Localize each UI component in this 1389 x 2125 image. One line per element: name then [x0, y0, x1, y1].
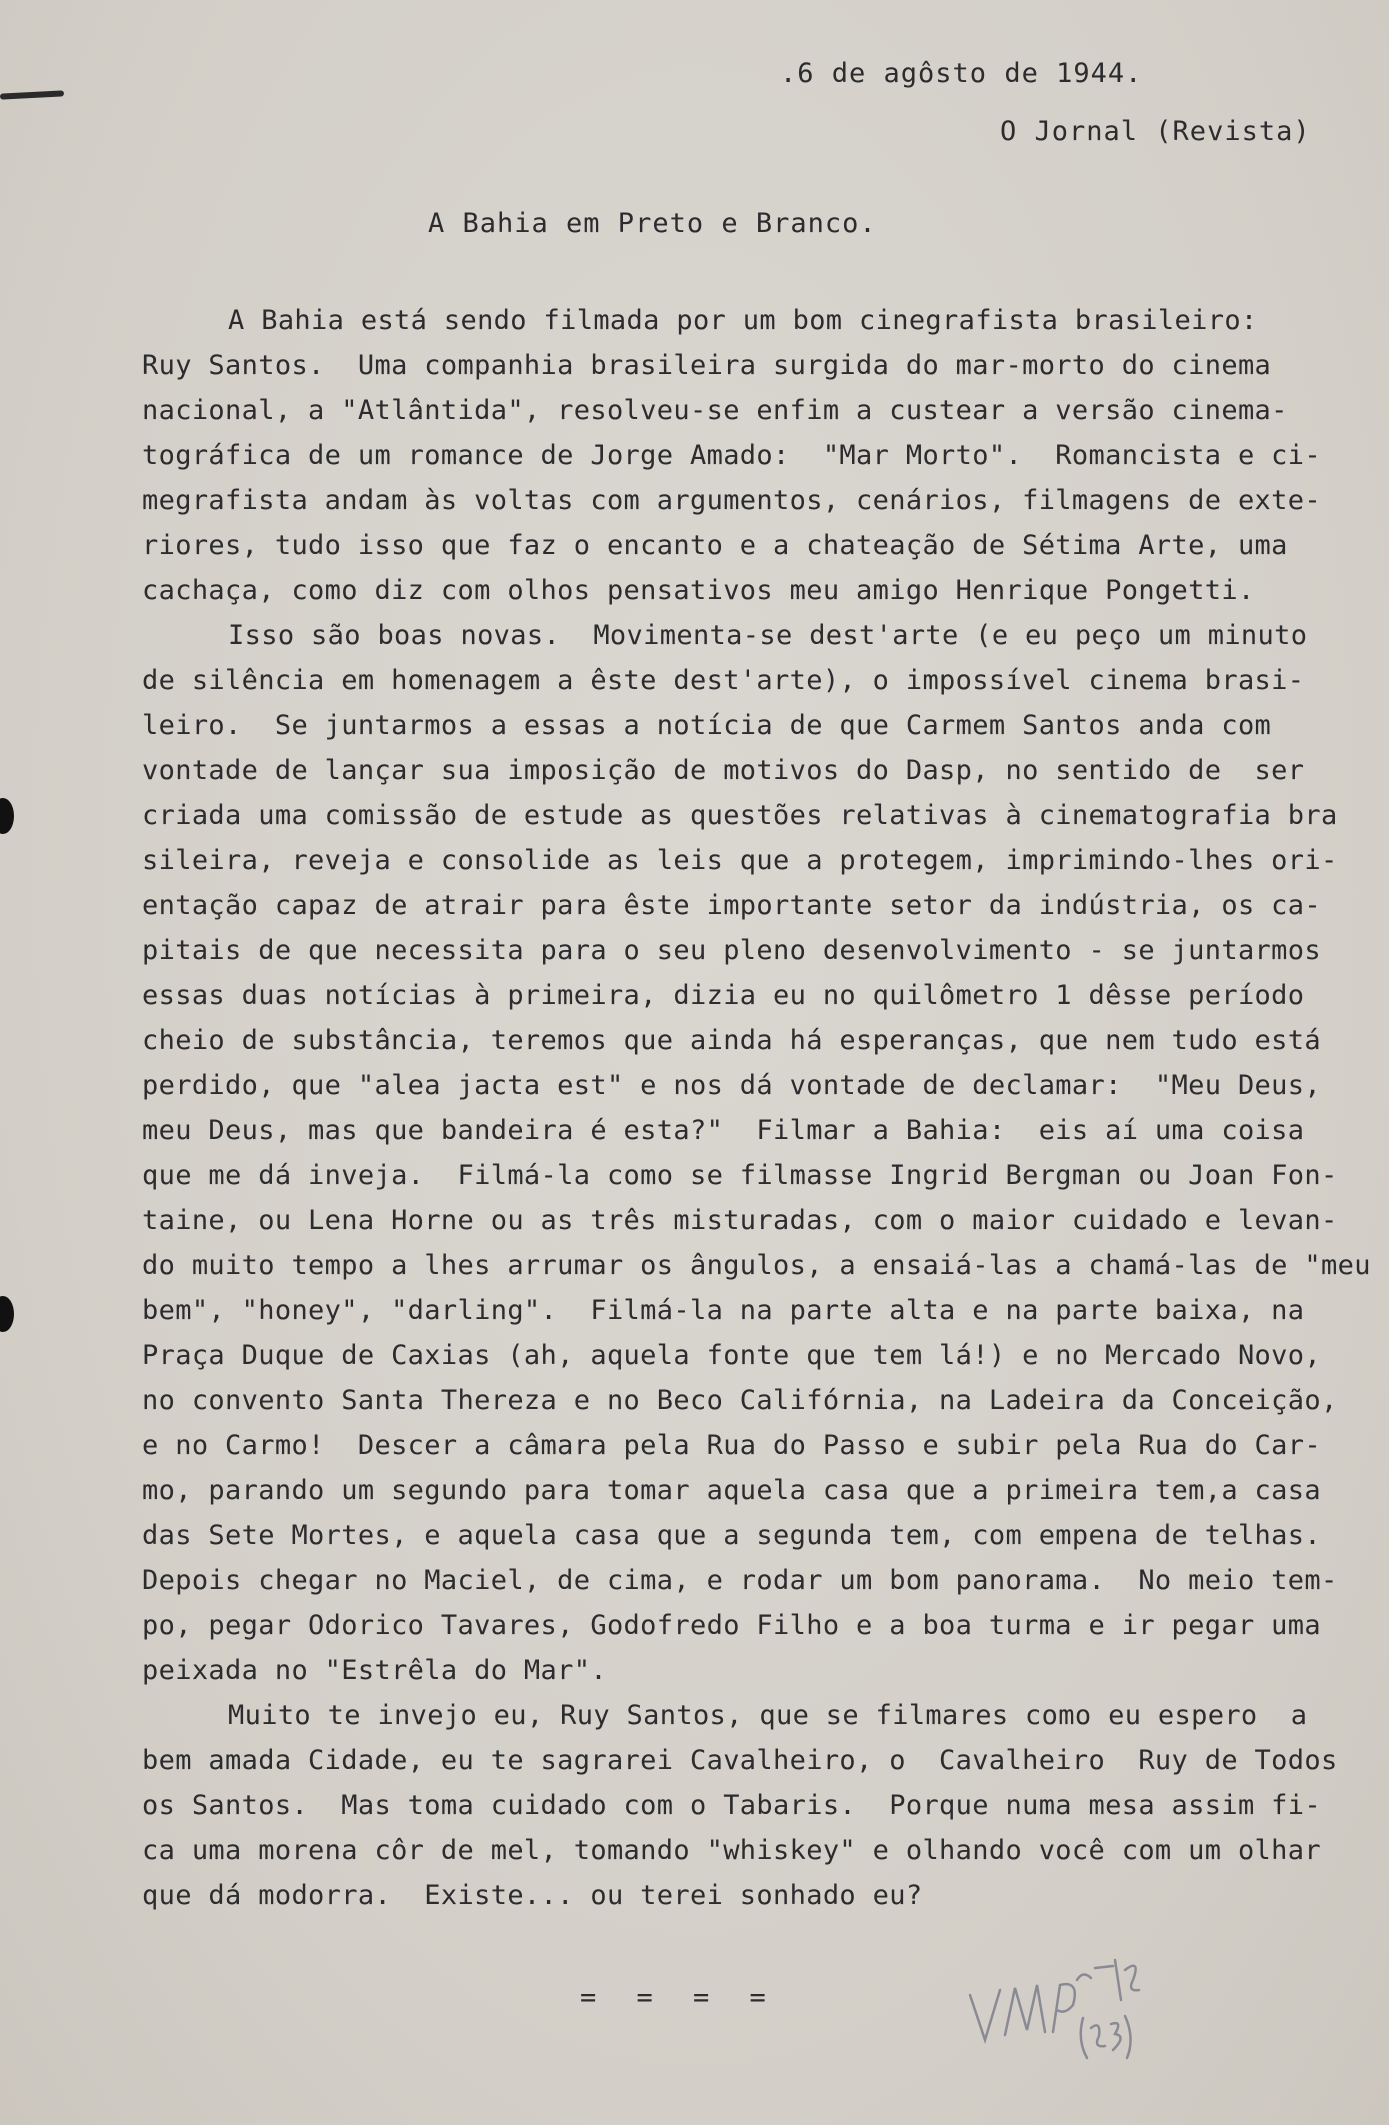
text-line: essas duas notícias à primeira, dizia eu no quilômetro 1 dêsse período	[142, 980, 1305, 1011]
text-line: taine, ou Lena Horne ou as três misturadas, com o maior cuidado e levan-	[142, 1205, 1338, 1236]
text-line: criada uma comissão de estude as questões relativas à cinematografia bra	[142, 800, 1338, 831]
text-line: Ruy Santos. Uma companhia brasileira surgida do mar-morto do cinema	[142, 350, 1272, 381]
punch-hole	[0, 1296, 14, 1332]
punch-hole	[0, 798, 14, 834]
article-title: A Bahia em Preto e Branco.	[428, 208, 877, 239]
text-line: de silência em homenagem a êste dest'arte), o impossível cinema brasi-	[142, 665, 1305, 696]
text-line: que me dá inveja. Filmá-la como se filmasse Ingrid Bergman ou Joan Fon-	[142, 1160, 1338, 1191]
text-line: cachaça, como diz com olhos pensativos meu amigo Henrique Pongetti.	[142, 575, 1255, 606]
text-line: bem amada Cidade, eu te sagrarei Cavalheiro, o Cavalheiro Ruy de Todos	[142, 1745, 1338, 1776]
text-line: mo, parando um segundo para tomar aquela casa que a primeira tem,a casa	[142, 1475, 1321, 1506]
text-line: meu Deus, mas que bandeira é esta?" Filmar a Bahia: eis aí uma coisa	[142, 1115, 1305, 1146]
end-separator: = = = =	[580, 1982, 778, 2013]
text-line: no convento Santa Thereza e no Beco Califórnia, na Ladeira da Conceição,	[142, 1385, 1338, 1416]
text-line: riores, tudo isso que faz o encanto e a chateação de Sétima Arte, uma	[142, 530, 1288, 561]
text-line: megrafista andam às voltas com argumentos, cenários, filmagens de exte-	[142, 485, 1321, 516]
text-line: cheio de substância, teremos que ainda há esperanças, que nem tudo está	[142, 1025, 1321, 1056]
article-body	[142, 298, 1372, 1918]
text-line: Muito te invejo eu, Ruy Santos, que se filmares como eu espero a	[228, 1700, 1308, 1731]
text-line: das Sete Mortes, e aquela casa que a segunda tem, com empena de telhas.	[142, 1520, 1321, 1551]
text-line: bem", "honey", "darling". Filmá-la na parte alta e na parte baixa, na	[142, 1295, 1305, 1326]
text-line: perdido, que "alea jacta est" e nos dá vontade de declamar: "Meu Deus,	[142, 1070, 1321, 1101]
handwritten-archive-note	[965, 1940, 1185, 2080]
text-line: A Bahia está sendo filmada por um bom cinegrafista brasileiro:	[228, 305, 1258, 336]
text-line: vontade de lançar sua imposição de motivos do Dasp, no sentido de ser	[142, 755, 1305, 786]
text-line: leiro. Se juntarmos a essas a notícia de que Carmem Santos anda com	[142, 710, 1272, 741]
text-line: Isso são boas novas. Movimenta-se dest'arte (e eu peço um minuto	[228, 620, 1308, 651]
text-line: entação capaz de atrair para êste importante setor da indústria, os ca-	[142, 890, 1321, 921]
article-date: .6 de agôsto de 1944.	[780, 58, 1143, 89]
text-line: tográfica de um romance de Jorge Amado: "Mar Morto". Romancista e ci-	[142, 440, 1321, 471]
text-line: po, pegar Odorico Tavares, Godofredo Filho e a boa turma e ir pegar uma	[142, 1610, 1321, 1641]
text-line: que dá modorra. Existe... ou terei sonhado eu?	[142, 1880, 923, 1911]
text-line: pitais de que necessita para o seu pleno desenvolvimento - se juntarmos	[142, 935, 1321, 966]
text-line: ca uma morena côr de mel, tomando "whiskey" e olhando você com um olhar	[142, 1835, 1321, 1866]
text-line: do muito tempo a lhes arrumar os ângulos, a ensaiá-las a chamá-las de "meu	[142, 1250, 1371, 1281]
publication-source: O Jornal (Revista)	[1000, 116, 1311, 147]
text-line: nacional, a "Atlântida", resolveu-se enfim a custear a versão cinema-	[142, 395, 1288, 426]
text-line: e no Carmo! Descer a câmara pela Rua do Passo e subir pela Rua do Car-	[142, 1430, 1321, 1461]
text-line: sileira, reveja e consolide as leis que a protegem, imprimindo-lhes ori-	[142, 845, 1338, 876]
text-line: Praça Duque de Caxias (ah, aquela fonte que tem lá!) e no Mercado Novo,	[142, 1340, 1321, 1371]
text-line: os Santos. Mas toma cuidado com o Tabaris. Porque numa mesa assim fi-	[142, 1790, 1321, 1821]
text-line: peixada no "Estrêla do Mar".	[142, 1655, 607, 1686]
ink-mark	[0, 90, 64, 99]
text-line: Depois chegar no Maciel, de cima, e rodar um bom panorama. No meio tem-	[142, 1565, 1338, 1596]
